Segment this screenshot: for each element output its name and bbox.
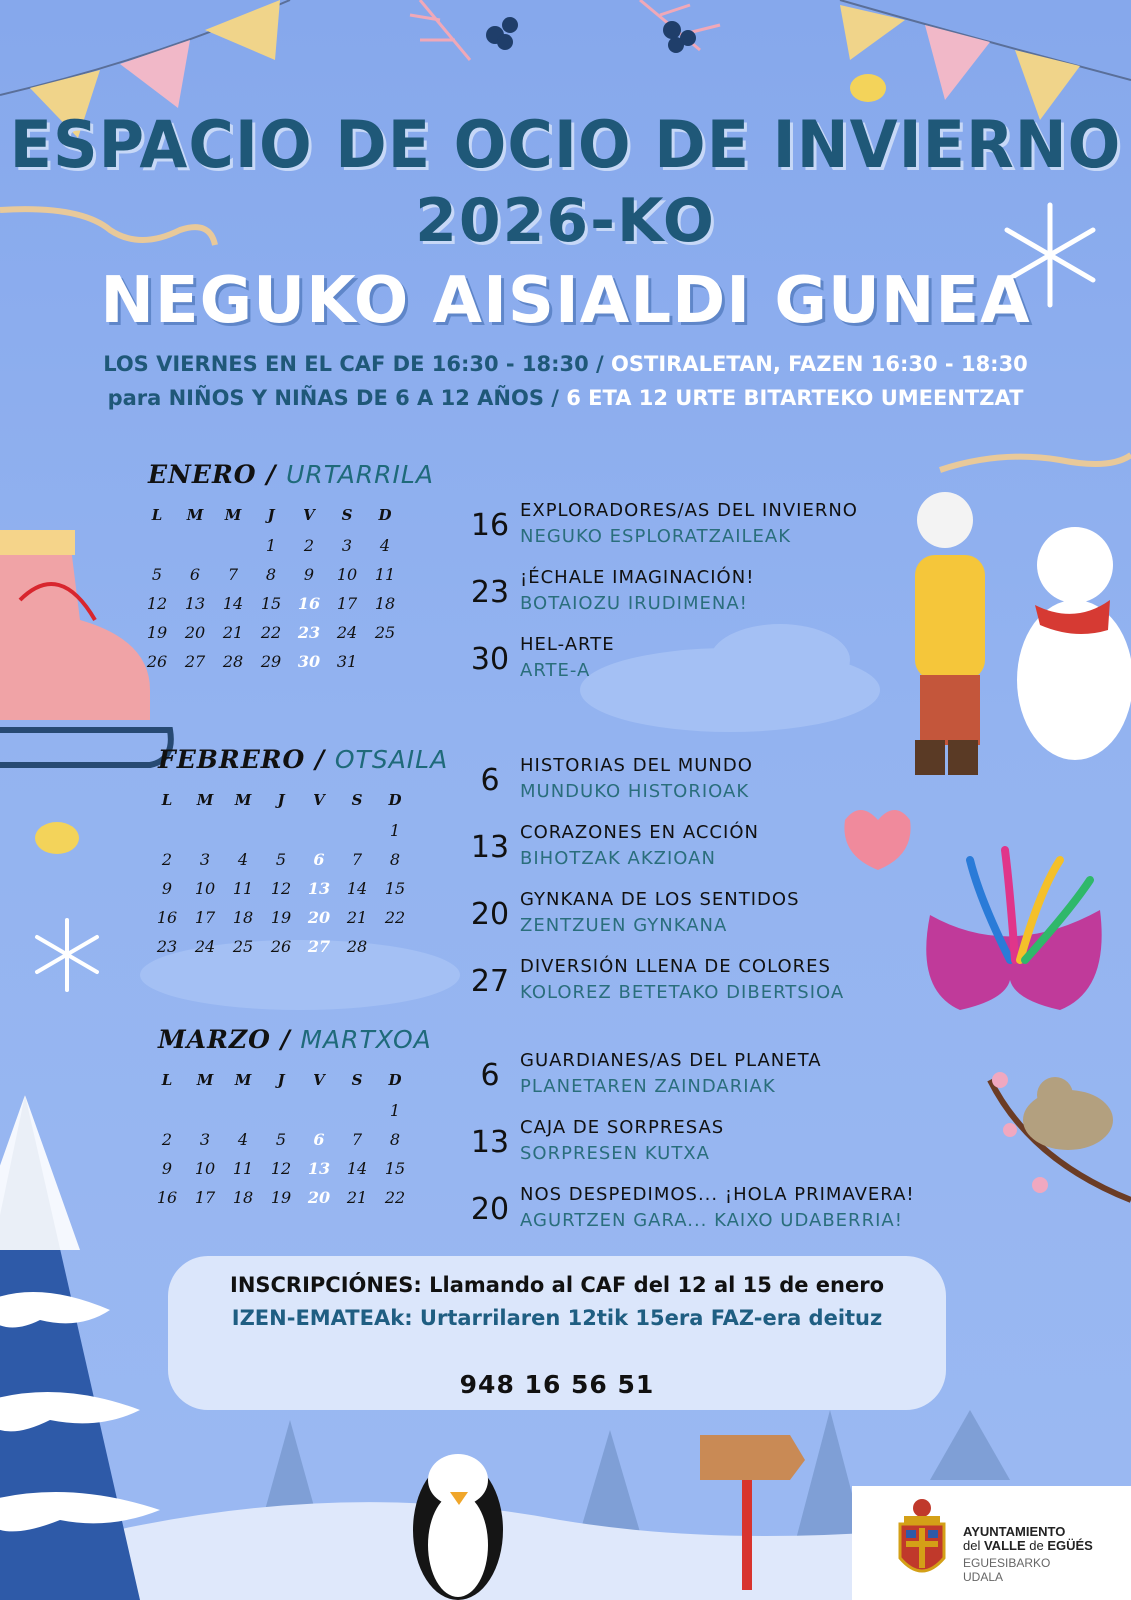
calendar-day: 11: [232, 879, 254, 898]
logo-line-2-egues: EGÜÉS: [1047, 1538, 1093, 1553]
weekday-header: L: [161, 1071, 173, 1089]
calendar-day: 14: [346, 879, 368, 898]
event-item: [460, 956, 940, 1016]
calendar-day: 17: [194, 1188, 216, 1207]
calendar-day: 17: [194, 908, 216, 927]
event-title-eu: AGURTZEN GARA... KAIXO UDABERRIA!: [520, 1210, 903, 1231]
calendar-day: 16: [156, 908, 178, 927]
calendar-day: 5: [275, 1130, 287, 1149]
month-separator: /: [270, 1025, 301, 1054]
month-title: [148, 460, 434, 489]
month-title: [158, 745, 448, 774]
calendar-day: 2: [303, 536, 315, 555]
event-title-eu: BOTAIOZU IRUDIMENA!: [520, 593, 748, 614]
calendar-day: 10: [194, 879, 216, 898]
ages-eu: 6 ETA 12 URTE BITARTEKO UMEENTZAT: [566, 386, 1024, 410]
weekday-header: S: [351, 791, 363, 809]
calendar-day: 11: [374, 565, 396, 584]
weekday-header: D: [378, 506, 392, 524]
events-january: [460, 500, 920, 700]
event-day: 23: [470, 575, 510, 610]
calendar-day: 1: [265, 536, 277, 555]
event-title-eu: ARTE-A: [520, 660, 591, 681]
schedule-es: LOS VIERNES EN EL CAF DE 16:30 - 18:30 /: [103, 352, 604, 376]
calendar-day: 6: [189, 565, 201, 584]
calendar-day: 21: [346, 908, 368, 927]
calendar-day-activity: 27: [307, 937, 331, 956]
weekday-header: L: [151, 506, 163, 524]
weekday-header: J: [277, 791, 285, 809]
calendar-day-activity: 23: [297, 623, 321, 642]
event-item: [460, 567, 920, 627]
weekday-header: D: [388, 1071, 402, 1089]
event-title-es: GUARDIANES/AS DEL PLANETA: [520, 1050, 822, 1071]
calendar-day: 12: [270, 1159, 292, 1178]
coat-of-arms-icon: [892, 1496, 952, 1586]
calendar-february: [148, 745, 449, 985]
events-march: [460, 1050, 980, 1250]
event-day: 6: [480, 763, 500, 798]
event-item: [460, 1184, 980, 1244]
title-line-2: 2026-KO: [415, 186, 716, 256]
calendar-day: 19: [270, 908, 292, 927]
event-item: [460, 500, 920, 560]
calendar-january: [138, 460, 438, 700]
calendar-day: 18: [232, 908, 254, 927]
calendar-day: 15: [384, 879, 406, 898]
weekday-header: V: [303, 506, 315, 524]
calendar-day: 12: [270, 879, 292, 898]
event-item: [460, 1117, 980, 1177]
calendar-day-activity: 6: [313, 850, 325, 869]
calendar-day: 1: [389, 821, 401, 840]
ages-line: [0, 386, 1131, 410]
calendar-day: 4: [379, 536, 391, 555]
month-name-es: MARZO: [158, 1025, 271, 1054]
event-title-eu: SORPRESEN KUTXA: [520, 1143, 710, 1164]
event-title-eu: BIHOTZAK AKZIOAN: [520, 848, 716, 869]
ages-es: para NIÑOS Y NIÑAS DE 6 A 12 AÑOS /: [107, 386, 559, 410]
logo-line-2-de: de: [1025, 1538, 1048, 1553]
event-day: 27: [470, 964, 510, 999]
calendar-day: 4: [237, 850, 249, 869]
event-day: 13: [470, 1125, 510, 1160]
event-day: 6: [480, 1058, 500, 1093]
calendar-day: 3: [199, 850, 211, 869]
calendar-day: 9: [161, 879, 173, 898]
month-name-es: ENERO: [148, 460, 257, 489]
event-day: 13: [470, 830, 510, 865]
calendar-day: 8: [389, 850, 401, 869]
calendar-day-activity: 6: [313, 1130, 325, 1149]
logo-line-2-valle: VALLE: [983, 1538, 1026, 1553]
calendar-day: 29: [260, 652, 282, 671]
calendar-day: 8: [265, 565, 277, 584]
logo-line-3: [963, 1556, 1050, 1584]
calendar-march: [148, 1025, 448, 1235]
calendar-day: 5: [151, 565, 163, 584]
event-item: [460, 889, 940, 949]
title-line-3: NEGUKO AISIALDI GUNEA: [100, 264, 1031, 338]
weekday-header: M: [234, 1071, 252, 1089]
calendar-day: 13: [184, 594, 206, 613]
calendar-day: 3: [199, 1130, 211, 1149]
calendar-day: 10: [194, 1159, 216, 1178]
month-separator: /: [256, 460, 287, 489]
calendar-day: 7: [227, 565, 239, 584]
calendar-day: 19: [146, 623, 168, 642]
month-name-eu: URTARRILA: [286, 460, 434, 489]
calendar-day-activity: 20: [307, 1188, 331, 1207]
calendar-day: 27: [184, 652, 206, 671]
calendar-day-activity: 13: [307, 879, 331, 898]
calendar-day: 16: [156, 1188, 178, 1207]
calendar-day: 7: [351, 1130, 363, 1149]
event-item: [460, 1050, 980, 1110]
calendar-day: 21: [222, 623, 244, 642]
event-title-es: ¡ÉCHALE IMAGINACIÓN!: [520, 567, 755, 588]
calendar-day: 5: [275, 850, 287, 869]
weekday-header: D: [388, 791, 402, 809]
event-day: 30: [470, 642, 510, 677]
calendar-day: 19: [270, 1188, 292, 1207]
event-day: 16: [470, 508, 510, 543]
calendar-day: 15: [260, 594, 282, 613]
calendar-day: 17: [336, 594, 358, 613]
event-title-es: EXPLORADORES/AS DEL INVIERNO: [520, 500, 858, 521]
weekday-header: M: [234, 791, 252, 809]
calendar-day: 31: [336, 652, 358, 671]
event-title-eu: NEGUKO ESPLORATZAILEAK: [520, 526, 792, 547]
month-name-es: FEBRERO: [158, 745, 306, 774]
calendar-day-activity: 30: [297, 652, 321, 671]
calendar-day: 25: [232, 937, 254, 956]
calendar-day-activity: 16: [297, 594, 321, 613]
event-item: [460, 822, 940, 882]
calendar-day: 18: [232, 1188, 254, 1207]
calendar-day-activity: 13: [307, 1159, 331, 1178]
calendar-day: 26: [270, 937, 292, 956]
calendar-day: 14: [222, 594, 244, 613]
phone-number[interactable]: 948 16 56 51: [459, 1370, 655, 1399]
weekday-header: S: [341, 506, 353, 524]
event-title-es: NOS DESPEDIMOS... ¡HOLA PRIMAVERA!: [520, 1184, 915, 1205]
event-title-eu: PLANETAREN ZAINDARIAK: [520, 1076, 776, 1097]
logo-line-1: AYUNTAMIENTO: [963, 1524, 1066, 1539]
event-title-es: HISTORIAS DEL MUNDO: [520, 755, 753, 776]
calendar-day: 26: [146, 652, 168, 671]
logo-line-2: [963, 1538, 1093, 1553]
weekday-header: M: [196, 1071, 214, 1089]
logo-line-3-text: EGUESIBARKO: [963, 1556, 1051, 1570]
event-title-eu: KOLOREZ BETETAKO DIBERTSIOA: [520, 982, 845, 1003]
calendar-day: 2: [161, 1130, 173, 1149]
logo-line-4-text: UDALA: [963, 1570, 1004, 1584]
logo-line-2-pre: del: [963, 1538, 984, 1553]
inscription-es: INSCRIPCIÓNES: Llamando al CAF del 12 al 15 de enero: [230, 1273, 884, 1297]
month-name-eu: MARTXOA: [300, 1025, 432, 1054]
calendar-day: 22: [384, 1188, 406, 1207]
calendar-day: 3: [341, 536, 353, 555]
calendar-day: 9: [161, 1159, 173, 1178]
calendar-day: 7: [351, 850, 363, 869]
calendar-day-activity: 20: [307, 908, 331, 927]
event-day: 20: [470, 897, 510, 932]
event-title-eu: ZENTZUEN GYNKANA: [520, 915, 728, 936]
calendar-day: 1: [389, 1101, 401, 1120]
calendar-day: 23: [156, 937, 178, 956]
event-title-es: HEL-ARTE: [520, 634, 615, 655]
calendar-day: 12: [146, 594, 168, 613]
event-title-es: GYNKANA DE LOS SENTIDOS: [520, 889, 800, 910]
event-title-es: CAJA DE SORPRESAS: [520, 1117, 725, 1138]
weekday-header: M: [186, 506, 204, 524]
schedule-line: [0, 352, 1131, 376]
calendar-day: 25: [374, 623, 396, 642]
weekday-header: M: [224, 506, 242, 524]
calendar-day: 21: [346, 1188, 368, 1207]
calendar-day: 20: [184, 623, 206, 642]
calendar-day: 22: [260, 623, 282, 642]
title-line-1: ESPACIO DE OCIO DE INVIERNO: [9, 106, 1122, 183]
calendar-day: 28: [346, 937, 368, 956]
month-separator: /: [305, 745, 335, 774]
event-title-es: CORAZONES EN ACCIÓN: [520, 822, 759, 843]
weekday-header: M: [196, 791, 214, 809]
events-february: [460, 755, 940, 1015]
event-item: [460, 634, 920, 694]
calendar-day: 10: [336, 565, 358, 584]
calendar-day: 14: [346, 1159, 368, 1178]
calendar-day: 22: [384, 908, 406, 927]
weekday-header: J: [277, 1071, 285, 1089]
calendar-day: 11: [232, 1159, 254, 1178]
inscription-eu: IZEN-EMATEAk: Urtarrilaren 12tik 15era FAZ-era deituz: [231, 1306, 883, 1330]
calendar-day: 24: [194, 937, 216, 956]
month-name-eu: OTSAILA: [334, 745, 449, 774]
weekday-header: V: [313, 1071, 325, 1089]
month-title: [158, 1025, 432, 1054]
weekday-header: V: [313, 791, 325, 809]
calendar-day: 4: [237, 1130, 249, 1149]
calendar-day: 18: [374, 594, 396, 613]
event-title-eu: MUNDUKO HISTORIOAK: [520, 781, 750, 802]
weekday-header: J: [267, 506, 275, 524]
event-title-es: DIVERSIÓN LLENA DE COLORES: [520, 956, 831, 977]
calendar-day: 24: [336, 623, 358, 642]
calendar-day: 15: [384, 1159, 406, 1178]
calendar-day: 8: [389, 1130, 401, 1149]
weekday-header: S: [351, 1071, 363, 1089]
schedule-eu: OSTIRALETAN, FAZEN 16:30 - 18:30: [611, 352, 1028, 376]
calendar-day: 9: [303, 565, 315, 584]
calendar-day: 2: [161, 850, 173, 869]
calendar-day: 28: [222, 652, 244, 671]
event-day: 20: [470, 1192, 510, 1227]
event-item: [460, 755, 940, 815]
weekday-header: L: [161, 791, 173, 809]
